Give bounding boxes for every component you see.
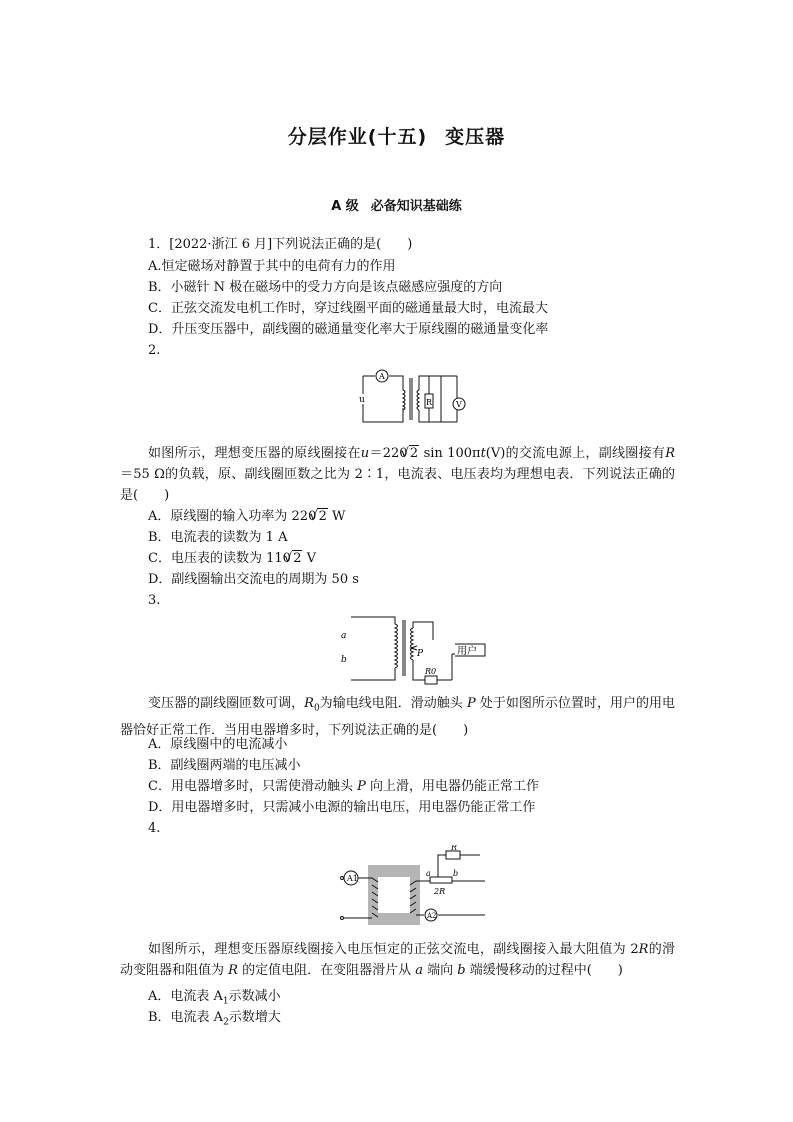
q4-option-b: [148, 1009, 281, 1032]
q2-stem-part: ＝220: [369, 446, 408, 461]
q3-stem-part: 处于如图所示位置时，用户的用电器恰好正常工作．当用电器增多时，下列说法正确的是(: [120, 696, 675, 738]
q4-var-a: a: [415, 963, 423, 978]
q2-option-c: [148, 550, 316, 568]
q4-fig-b-label: b: [453, 869, 459, 878]
q4-stem: [120, 939, 675, 981]
q2-stem-part: ＝55 Ω的负载，原、副线圈匝数之比为 2∶1，电流表、电压表均为理想电表．下列说法正确的是(: [120, 467, 675, 503]
q3-stem-part: ): [463, 722, 469, 738]
q3-circuit-figure: [337, 612, 492, 687]
q2-c-text: C．电压表的读数为 110: [148, 551, 291, 566]
q4-a-text: A．电流表 A: [148, 989, 223, 1004]
q2-c-unit: V: [302, 551, 317, 566]
q3-fig-user-label: 用户: [457, 646, 477, 657]
q2-var-u: u: [360, 446, 370, 461]
q3-option-d: D．用电器增多时，只需减小电源的输出电压，用电器仍能正常工作: [148, 800, 536, 815]
q4-circuit-figure: [330, 845, 490, 927]
q3-c-text: C．用电器增多时，只需使滑动触头: [148, 779, 358, 794]
level-name: 必备知识基础练: [370, 199, 462, 214]
q4-b-text: B．电流表 A: [148, 1010, 224, 1025]
q2-fig-voltmeter-label: V: [456, 400, 462, 409]
q4-stem-part: 端向: [422, 963, 458, 978]
q1-option-a: A.恒定磁场对静置于其中的电荷有力的作用: [148, 259, 396, 274]
q4-fig-a1-label: A1: [347, 874, 358, 883]
q3-primary-wires: [351, 617, 395, 680]
q3-option-b: B．副线圈两端的电压减小: [148, 758, 301, 773]
q2-option-d: D．副线圈输出交流电的周期为 50 s: [148, 572, 359, 587]
q3-option-a: A．原线圈中的电流减小: [148, 737, 288, 752]
q3-fig-r0-label: R0: [425, 667, 437, 676]
q4-var-r: R: [638, 942, 649, 957]
q2-stem-part: sin 100π: [419, 446, 481, 461]
q3-c-var-p: P: [357, 779, 366, 794]
q2-a-text: A．原线圈的输入功率为 220: [148, 509, 317, 524]
q3-secondary-coil: [411, 628, 414, 660]
q4-stem-part: 的定值电阻．在变阻器滑片从: [237, 963, 416, 978]
q2-circuit-figure: [355, 368, 475, 430]
q1-option-d: D．升压变压器中，副线圈的磁通量变化率大于原线圈的磁通量变化率: [148, 322, 549, 337]
q2-stem: [120, 443, 675, 506]
q4-fig-2r-label: 2R: [434, 887, 446, 896]
q4-number: 4.: [148, 821, 161, 836]
q2-primary-coil: [403, 390, 405, 410]
q2-number: 2.: [148, 343, 161, 358]
q4-resistor-r-symbol: [446, 851, 460, 859]
q1-stem-text: 1．[2022·浙江 6 月]下列说法正确的是(: [148, 237, 382, 252]
q3-number: 3.: [148, 593, 161, 608]
q2-fig-ammeter-label: A: [379, 372, 385, 381]
q2-fig-source-u: u: [359, 395, 365, 405]
q4-option-a: [148, 988, 281, 1011]
q2-core: [410, 378, 412, 420]
q2-a-unit: W: [327, 509, 346, 524]
q3-stem-part: 为输电线电阻．滑动触头: [319, 696, 467, 711]
q4-stem-part: 如图所示，理想变压器原线圈接入电压恒定的正弦交流电，副线圈接入最大阻值为 2: [148, 942, 639, 957]
q2-stem-part: ): [164, 488, 170, 503]
q4-stem-part: ): [617, 963, 623, 978]
q2-stem-part: 如图所示，理想变压器的原线圈接在: [148, 446, 361, 461]
q2-fig-resistor-label: R: [426, 398, 433, 407]
q4-stem-part: 端缓慢移动的过程中(: [465, 963, 592, 978]
q3-var-p: P: [466, 696, 476, 711]
q3-stem: [120, 693, 675, 741]
q4-fig-a-label: a: [426, 869, 431, 878]
page-title: [0, 122, 793, 149]
q4-secondary-wires: [416, 881, 485, 915]
q3-var-r0: R: [304, 696, 314, 711]
q2-var-r: R: [665, 446, 675, 461]
q3-option-c: [148, 778, 539, 796]
q4-a-sub: 1: [222, 996, 229, 1007]
q4-input-terminal-bottom: [341, 917, 344, 920]
q2-stem-part: (V)的交流电源上，副线圈接有: [485, 446, 666, 461]
q3-var-r0-sub: 0: [313, 703, 320, 714]
q2-secondary-coil: [417, 390, 419, 410]
q4-stem-part: 的滑动变阻器和阻值为: [120, 942, 675, 978]
q1-stem-close: ): [407, 237, 413, 252]
q4-var-r: R: [228, 963, 238, 978]
q3-stem-part: 变压器的副线圈匝数可调，: [148, 696, 305, 711]
q2-option-b: B．电流表的读数为 1 A: [148, 530, 288, 545]
q2-option-a: [148, 508, 345, 526]
section-heading: [0, 195, 793, 214]
q4-rheostat-symbol: [430, 877, 452, 883]
q3-primary-coil: [395, 624, 398, 668]
q3-fig-slider-p: P: [417, 649, 424, 659]
q4-b-text: 示数增大: [228, 1010, 281, 1025]
q2-sqrt: √ 2: [409, 445, 420, 461]
q2-primary-wire-bottom: [363, 376, 403, 422]
title-main: 分层作业(十五): [287, 126, 428, 148]
q3-core: [403, 620, 405, 676]
q4-var-b: b: [457, 963, 466, 978]
q3-fig-terminal-b: b: [341, 655, 347, 665]
q4-fig-a2-label: A2: [427, 912, 437, 920]
q3-c-text: 向上滑，用电器仍能正常工作: [365, 779, 539, 794]
q2-var-t: t: [480, 446, 486, 461]
q4-input-terminal-top: [341, 877, 344, 880]
title-topic: 变压器: [445, 126, 506, 148]
q1-stem: [148, 236, 412, 254]
q4-core-window: [378, 877, 410, 913]
q3-r0-symbol: [425, 676, 437, 684]
q4-fig-r-label: R: [451, 845, 458, 852]
q2-c-sqrt: √ 2: [292, 550, 303, 566]
q3-fig-terminal-a: a: [341, 631, 347, 641]
q4-b-sub: 2: [223, 1017, 229, 1028]
level-label: A 级: [331, 199, 359, 214]
q1-option-b: B．小磁针 N 极在磁场中的受力方向是该点磁感应强度的方向: [148, 280, 503, 295]
q4-a-text: 示数减小: [228, 989, 281, 1004]
q1-option-c: C．正弦交流发电机工作时，穿过线圈平面的磁通量最大时，电流最大: [148, 301, 548, 316]
q2-a-sqrt: √ 2: [317, 508, 328, 524]
